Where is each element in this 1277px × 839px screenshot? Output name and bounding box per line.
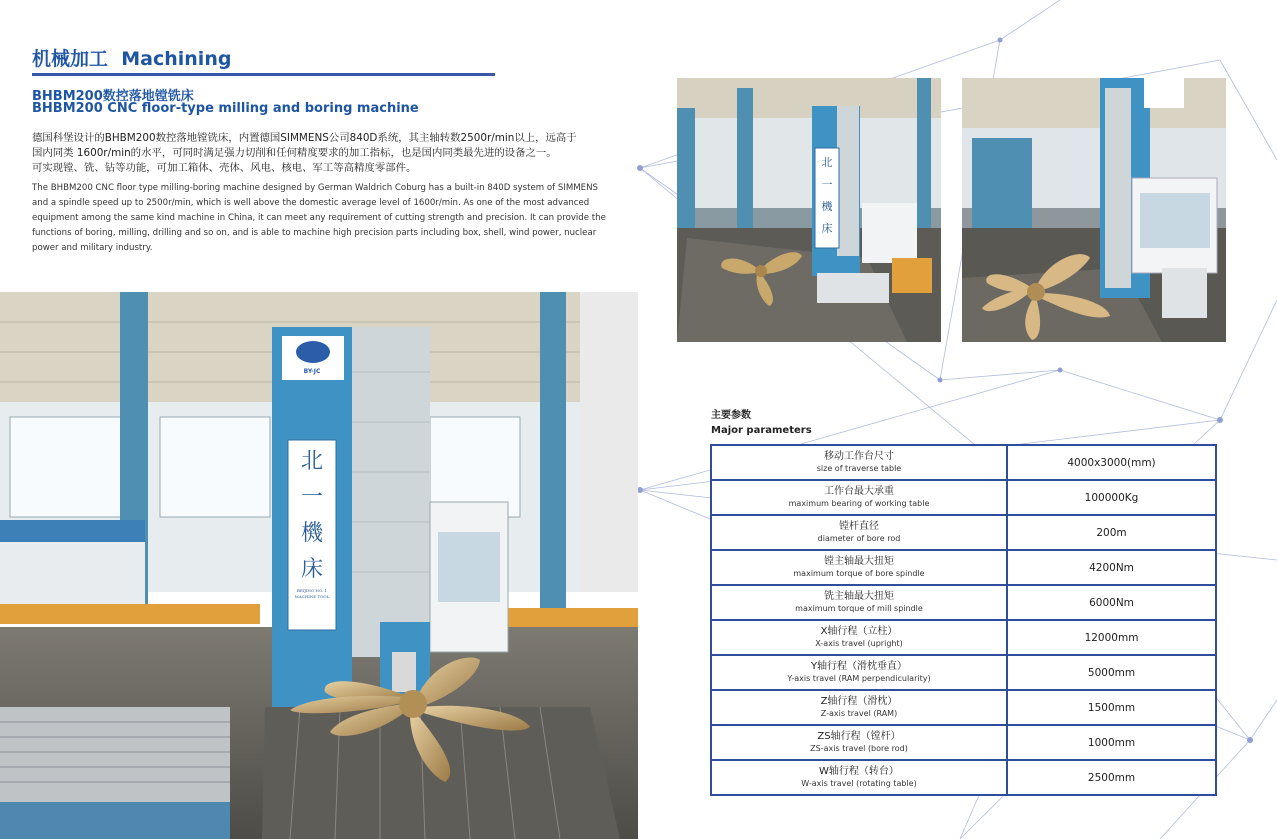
param-value: 2500mm (1007, 760, 1216, 795)
param-value: 4200Nm (1007, 550, 1216, 585)
param-name-cn: W轴行程（转台） (819, 766, 899, 777)
section-title (32, 44, 231, 71)
param-name-en: Z-axis travel (RAM) (820, 709, 898, 718)
param-name-cn: 移动工作台尺寸 (824, 451, 894, 462)
cab-logo-text: BY-JC (303, 368, 321, 375)
photo1-sign-char: 北 (821, 156, 833, 169)
photo1-column-sign (815, 152, 839, 240)
param-value: 1000mm (1007, 725, 1216, 760)
table-row (711, 620, 1216, 655)
param-name-cn: 铣主轴最大扭矩 (824, 591, 894, 602)
main-machine-photo (0, 292, 638, 839)
description-cn (32, 131, 622, 176)
machine-photo-2 (962, 78, 1226, 342)
section-title-cn: 机械加工 (32, 48, 109, 70)
param-value: 1500mm (1007, 690, 1216, 725)
params-title-en: Major parameters (711, 425, 812, 436)
table-row (711, 725, 1216, 760)
table-row (711, 655, 1216, 690)
param-value: 5000mm (1007, 655, 1216, 690)
table-row (711, 445, 1216, 480)
column-sign-en: BEIJING NO. 1 (296, 588, 328, 593)
description-en-line: equipment among the same kind machine in China, it can meet any requirement of cutting strength and precision. It can provide the (32, 213, 606, 223)
param-name-en: maximum bearing of working table (788, 499, 930, 508)
param-name-en: size of traverse table (816, 464, 902, 473)
param-value: 100000Kg (1007, 480, 1216, 515)
param-name-cell (711, 725, 1007, 760)
params-table (710, 444, 1217, 796)
column-sign-en: MACHINE TOOL (294, 594, 330, 599)
param-name-cell (711, 690, 1007, 725)
description-cn-line: 国内同类 1600r/min的水平，可同时满足强力切削和任何精度要求的加工指标，也是国内同类最先进的设备之一。 (32, 147, 557, 159)
section-title-en: Machining (121, 48, 232, 70)
param-name-cn: 镗杆直径 (839, 521, 879, 532)
param-value: 12000mm (1007, 620, 1216, 655)
photo1-sign-char: 一 (821, 178, 833, 191)
param-name-en: maximum torque of bore spindle (793, 569, 925, 578)
photo1-sign-char: 床 (821, 222, 833, 235)
param-name-en: Y-axis travel (RAM perpendicularity) (787, 674, 931, 683)
param-name-en: X-axis travel (upright) (815, 639, 903, 648)
column-sign (289, 444, 335, 600)
description-en-line: and a spindle speed up to 2500r/min, which is well above the domestic average level of 1600r/min. As one of the most advanced (32, 198, 590, 208)
table-row (711, 760, 1216, 795)
param-value: 6000Nm (1007, 585, 1216, 620)
machine-photo-1 (677, 78, 941, 342)
table-row (711, 515, 1216, 550)
table-row (711, 690, 1216, 725)
param-name-cn: ZS轴行程（镗杆） (817, 731, 901, 742)
description-cn-line: 德国科堡设计的BHBM200数控落地镗铣床，内置德国SIMMENS公司840D系统，其主轴转数2500r/min以上，远高于 (32, 132, 577, 144)
param-name-cn: Z轴行程（滑枕） (820, 696, 898, 707)
title-rule (32, 73, 495, 76)
param-name-cell (711, 445, 1007, 480)
param-name-cn: 工作台最大承重 (824, 486, 894, 497)
description-en (32, 181, 622, 256)
param-name-cell (711, 550, 1007, 585)
param-name-cn: Y轴行程（滑枕垂直） (810, 661, 908, 672)
param-name-cell (711, 515, 1007, 550)
column-sign-char: 北 (300, 449, 323, 474)
param-name-cn: 镗主轴最大扭矩 (824, 556, 894, 567)
param-name-en: diameter of bore rod (817, 534, 901, 543)
description-en-line: functions of boring, milling, drilling and so on, and is able to machine high precision parts including box, shell, wind power, nuclear (32, 228, 597, 238)
column-sign-char: 機 (300, 521, 323, 546)
table-row (711, 585, 1216, 620)
machine-title-en: BHBM200 CNC floor-type milling and boring machine (32, 101, 419, 116)
param-name-cell (711, 480, 1007, 515)
table-row (711, 480, 1216, 515)
param-name-cell (711, 620, 1007, 655)
column-sign-char: 床 (300, 557, 323, 582)
description-en-line: power and military industry. (32, 243, 153, 253)
param-name-en: W-axis travel (rotating table) (801, 779, 917, 788)
description-cn-line: 可实现镗、铣、钻等功能，可加工箱体、壳体、风电、核电、军工等高精度零部件。 (32, 162, 417, 174)
param-name-cell (711, 655, 1007, 690)
params-title (711, 408, 812, 438)
photo1-sign-char: 機 (821, 200, 833, 213)
param-name-cn: X轴行程（立柱） (820, 626, 898, 637)
param-name-cell (711, 760, 1007, 795)
machine-title-cn: BHBM200数控落地镗铣床 (32, 89, 194, 104)
param-value: 4000x3000(mm) (1007, 445, 1216, 480)
param-name-cell (711, 585, 1007, 620)
description-en-line: The BHBM200 CNC floor type milling-boring machine designed by German Waldrich Coburg has a built-in 840D system of SIMMENS (32, 183, 598, 193)
column-sign-char: 一 (300, 485, 323, 510)
param-name-en: ZS-axis travel (bore rod) (810, 744, 908, 753)
table-row (711, 550, 1216, 585)
param-value: 200m (1007, 515, 1216, 550)
params-title-cn: 主要参数 (711, 410, 751, 421)
param-name-en: maximum torque of mill spindle (795, 604, 923, 613)
